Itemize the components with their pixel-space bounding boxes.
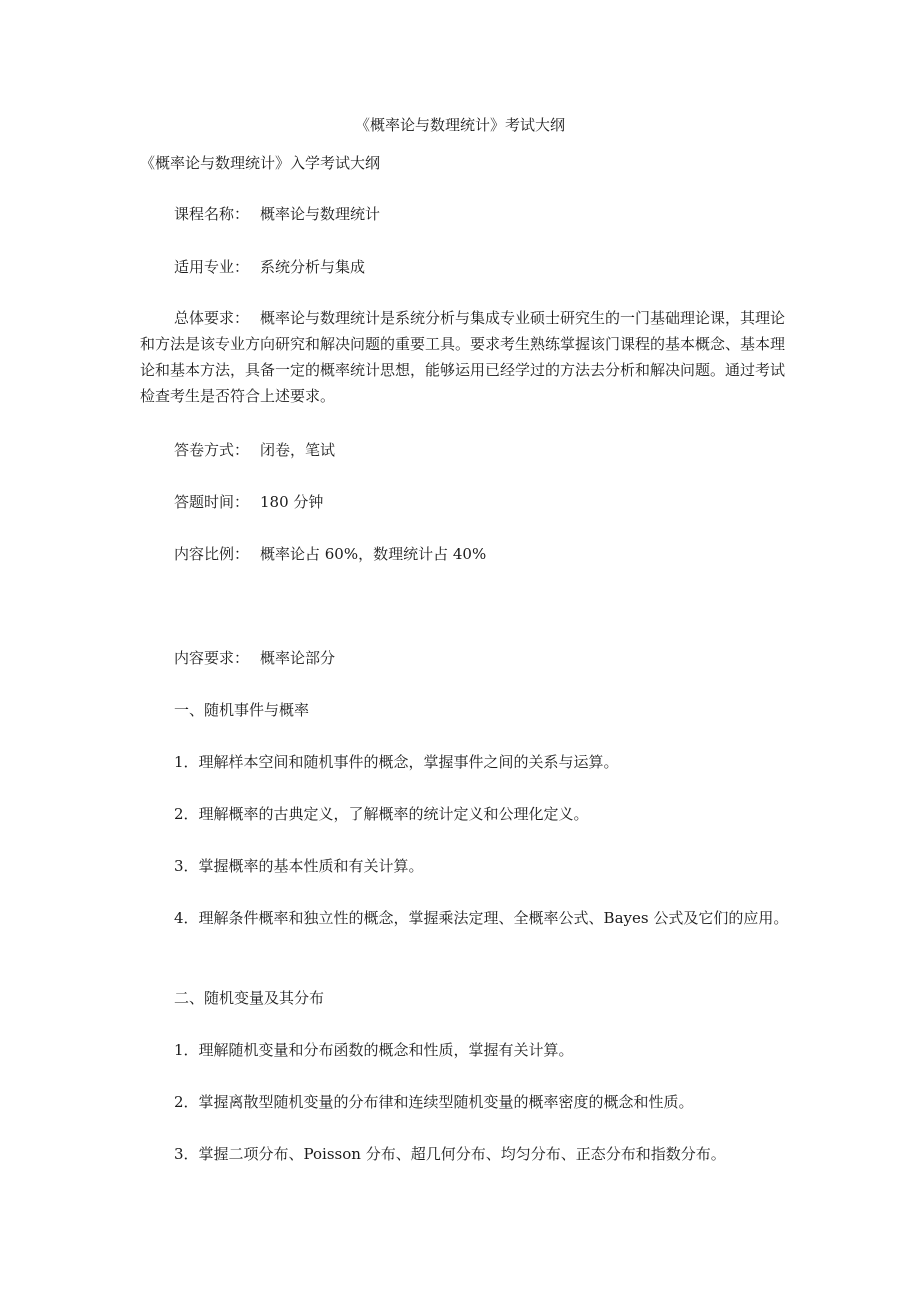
list-item: 2．理解概率的古典定义，了解概率的统计定义和公理化定义。 [174, 805, 589, 823]
exam-format-line [140, 437, 790, 463]
content-req-line [140, 645, 790, 671]
major-line [140, 254, 790, 280]
content-req-label: 内容要求： [174, 649, 250, 667]
list-item: 1．理解随机变量和分布函数的概念和性质，掌握有关计算。 [174, 1041, 574, 1059]
content-ratio-line [140, 541, 790, 567]
exam-time-line [140, 489, 790, 515]
document-title: 《概率论与数理统计》考试大纲 [354, 116, 565, 134]
section-heading: 一、随机事件与概率 [174, 701, 310, 719]
requirements-paragraph [140, 305, 790, 409]
major-value: 系统分析与集成 [260, 258, 366, 276]
list-item: 3．掌握二项分布、Poisson 分布、超几何分布、均匀分布、正态分布和指数分布。 [174, 1145, 726, 1163]
list-item: 2．掌握离散型随机变量的分布律和连续型随机变量的概率密度的概念和性质。 [174, 1093, 694, 1111]
list-item: 1．理解样本空间和随机事件的概念，掌握事件之间的关系与运算。 [174, 753, 619, 771]
exam-format-value: 闭卷，笔试 [260, 441, 336, 459]
exam-format-label: 答卷方式： [174, 441, 250, 459]
course-name-value: 概率论与数理统计 [260, 205, 381, 223]
requirements-label: 总体要求： [174, 309, 250, 327]
exam-time-label: 答题时间： [174, 493, 250, 511]
section-heading: 二、随机变量及其分布 [174, 989, 325, 1007]
course-name-label: 课程名称： [174, 205, 250, 223]
content-ratio-value: 概率论占 60%，数理统计占 40% [260, 545, 487, 563]
exam-time-value: 180 分钟 [260, 493, 324, 511]
major-label: 适用专业： [174, 258, 250, 276]
list-item: 3．掌握概率的基本性质和有关计算。 [174, 857, 424, 875]
list-item: 4．理解条件概率和独立性的概念，掌握乘法定理、全概率公式、Bayes 公式及它们的应用。 [174, 909, 789, 927]
content-req-value: 概率论部分 [260, 649, 336, 667]
document-subtitle: 《概率论与数理统计》入学考试大纲 [140, 154, 381, 172]
content-ratio-label: 内容比例： [174, 545, 250, 563]
course-name-line [140, 201, 790, 227]
requirements-value: 概率论与数理统计是系统分析与集成专业硕士研究生的一门基础理论课，其理论和方法是该专业方向研究和解决问题的重要工具。要求考生熟练掌握该门课程的基本概念、基本理论和基本方法，具备一定的概率统计思想，能够运用已经学过的方法去分析和解决问题。通过考试检查考生是否符合上述要求。 [140, 309, 786, 405]
